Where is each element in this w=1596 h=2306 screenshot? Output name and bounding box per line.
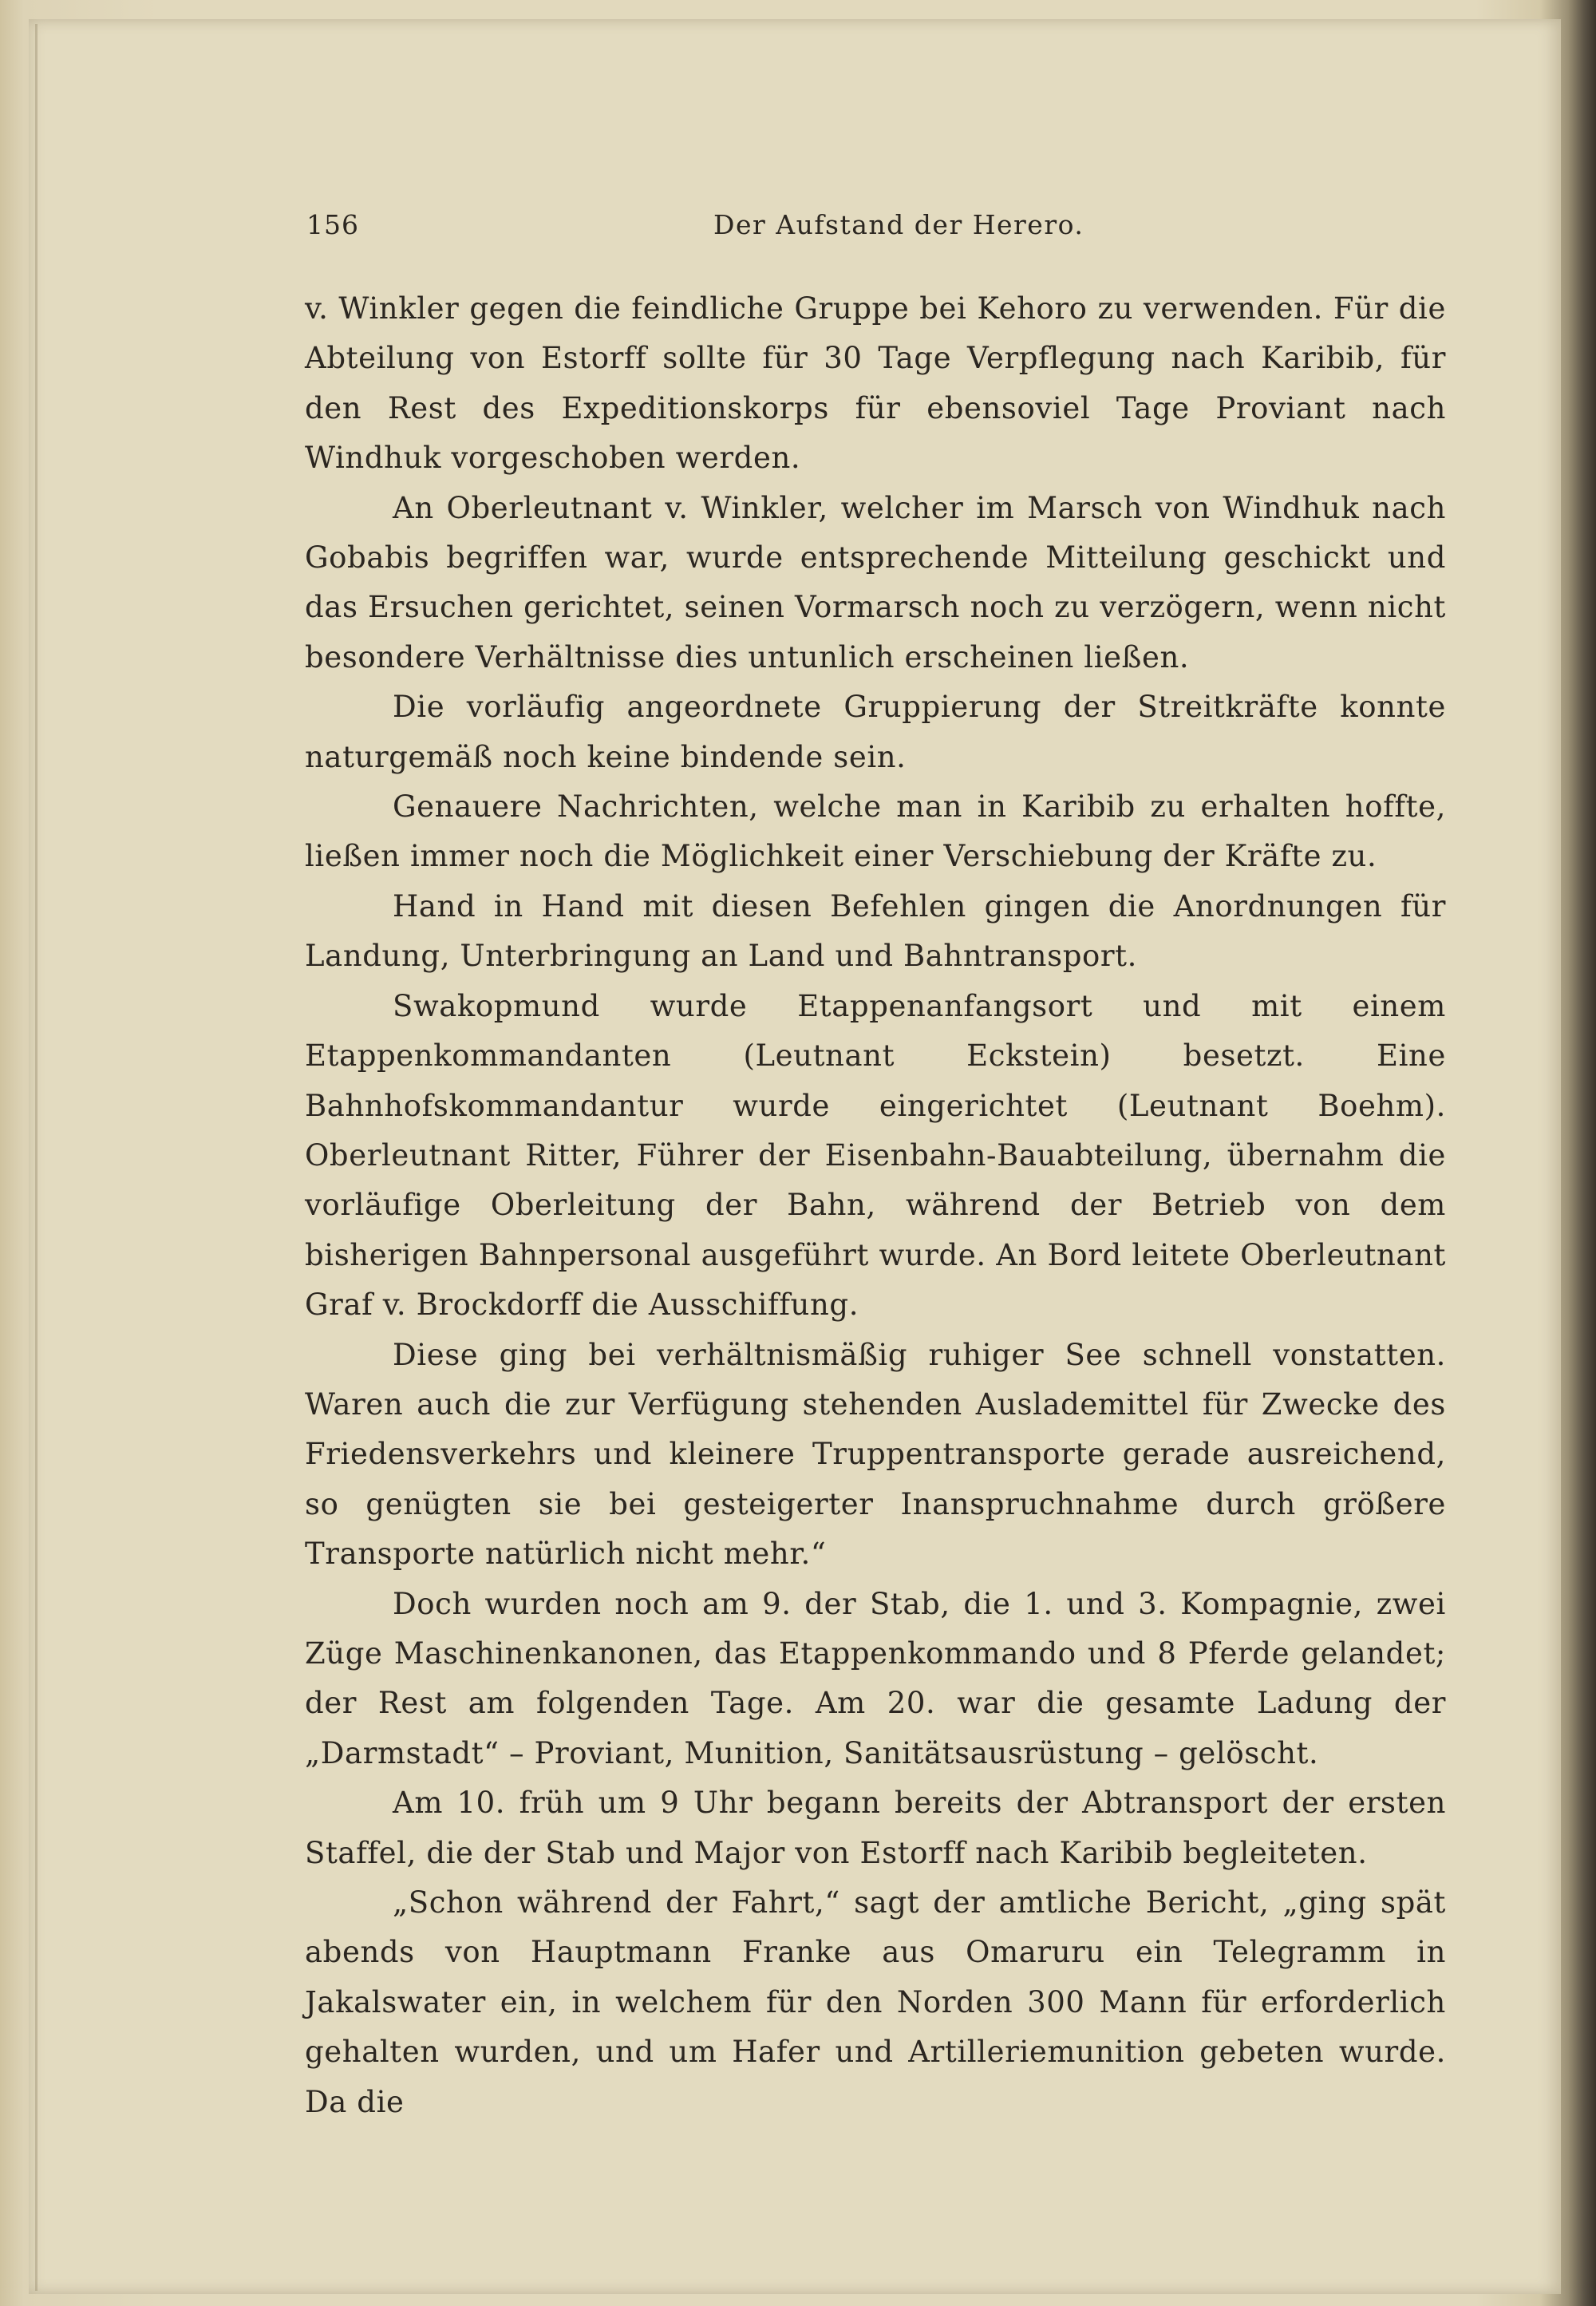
paragraph: Doch wurden noch am 9. der Stab, die 1. und 3. Kompagnie, zwei Züge Maschinenkanonen, das Etappenkommando und 8 Pferde gelandet; der Rest am folgenden Tage. Am 20. war die gesamte Ladung der „Darmstadt“ – Proviant, Munition, Sanitätsausrüstung – gelöscht. (305, 1586, 1446, 1770)
running-head (306, 209, 1448, 249)
body-text (305, 284, 1446, 2127)
running-title: Der Aufstand der Herero. (713, 209, 1084, 240)
paragraph: An Oberleutnant v. Winkler, welcher im Marsch von Windhuk nach Gobabis begriffen war, wurde entsprechende Mitteilung geschickt und das Ersuchen gerichtet, seinen Vormarsch noch zu verzögern, wenn nicht besondere Verhältnisse dies untunlich erscheinen ließen. (305, 490, 1446, 674)
paragraph: Swakopmund wurde Etappenanfangsort und mit einem Etappenkommandanten (Leutnant Eckstein) besetzt. Eine Bahnhofskommandantur wurde eingerichtet (Leutnant Boehm). Oberleutnant Ritter, Führer der Eisenbahn-Bauabteilung, übernahm die vorläufige Oberleitung der Bahn, während der Betrieb von dem bisherigen Bahnpersonal ausgeführt wurde. An Bord leitete Oberleutnant Graf v. Brockdorff die Ausschiffung. (305, 988, 1446, 1323)
paragraph: „Schon während der Fahrt,“ sagt der amtliche Bericht, „ging spät abends von Hauptmann Franke aus Omaruru ein Telegramm in Jakalswater ein, in welchem für den Norden 300 Mann für erforderlich gehalten wurden, und um Hafer und Artilleriemunition gebeten wurde. Da die (305, 1885, 1446, 2119)
paragraph: Hand in Hand mit diesen Befehlen gingen die Anordnungen für Landung, Unterbringung an Land und Bahntransport. (305, 888, 1446, 974)
paragraph: Diese ging bei verhältnismäßig ruhiger See schnell vonstatten. Waren auch die zur Verfügung stehenden Auslademittel für Zwecke des Friedensverkehrs und kleinere Truppentransporte gerade ausreichend, so genügten sie bei gesteigerter Inanspruchnahme durch größere Transporte natürlich nicht mehr.“ (305, 1337, 1446, 1572)
page-number: 156 (306, 209, 359, 240)
page-edge (35, 24, 38, 2291)
paragraph: Am 10. früh um 9 Uhr begann bereits der Abtransport der ersten Staffel, die der Stab und Major von Estorff nach Karibib begleiteten. (305, 1786, 1446, 1870)
paragraph: Die vorläufig angeordnete Gruppierung der Streitkräfte konnte naturgemäß noch keine bindende sein. (305, 690, 1446, 774)
paragraph: Genauere Nachrichten, welche man in Karibib zu erhalten hoffte, ließen immer noch die Möglichkeit einer Verschiebung der Kräfte zu. (305, 789, 1446, 874)
paragraph: v. Winkler gegen die feindliche Gruppe bei Kehoro zu verwenden. Für die Abteilung von Estorff sollte für 30 Tage Verpflegung nach Karibib, für den Rest des Expeditionskorps für ebensoviel Tage Proviant nach Windhuk vorgeschoben werden. (305, 291, 1446, 476)
